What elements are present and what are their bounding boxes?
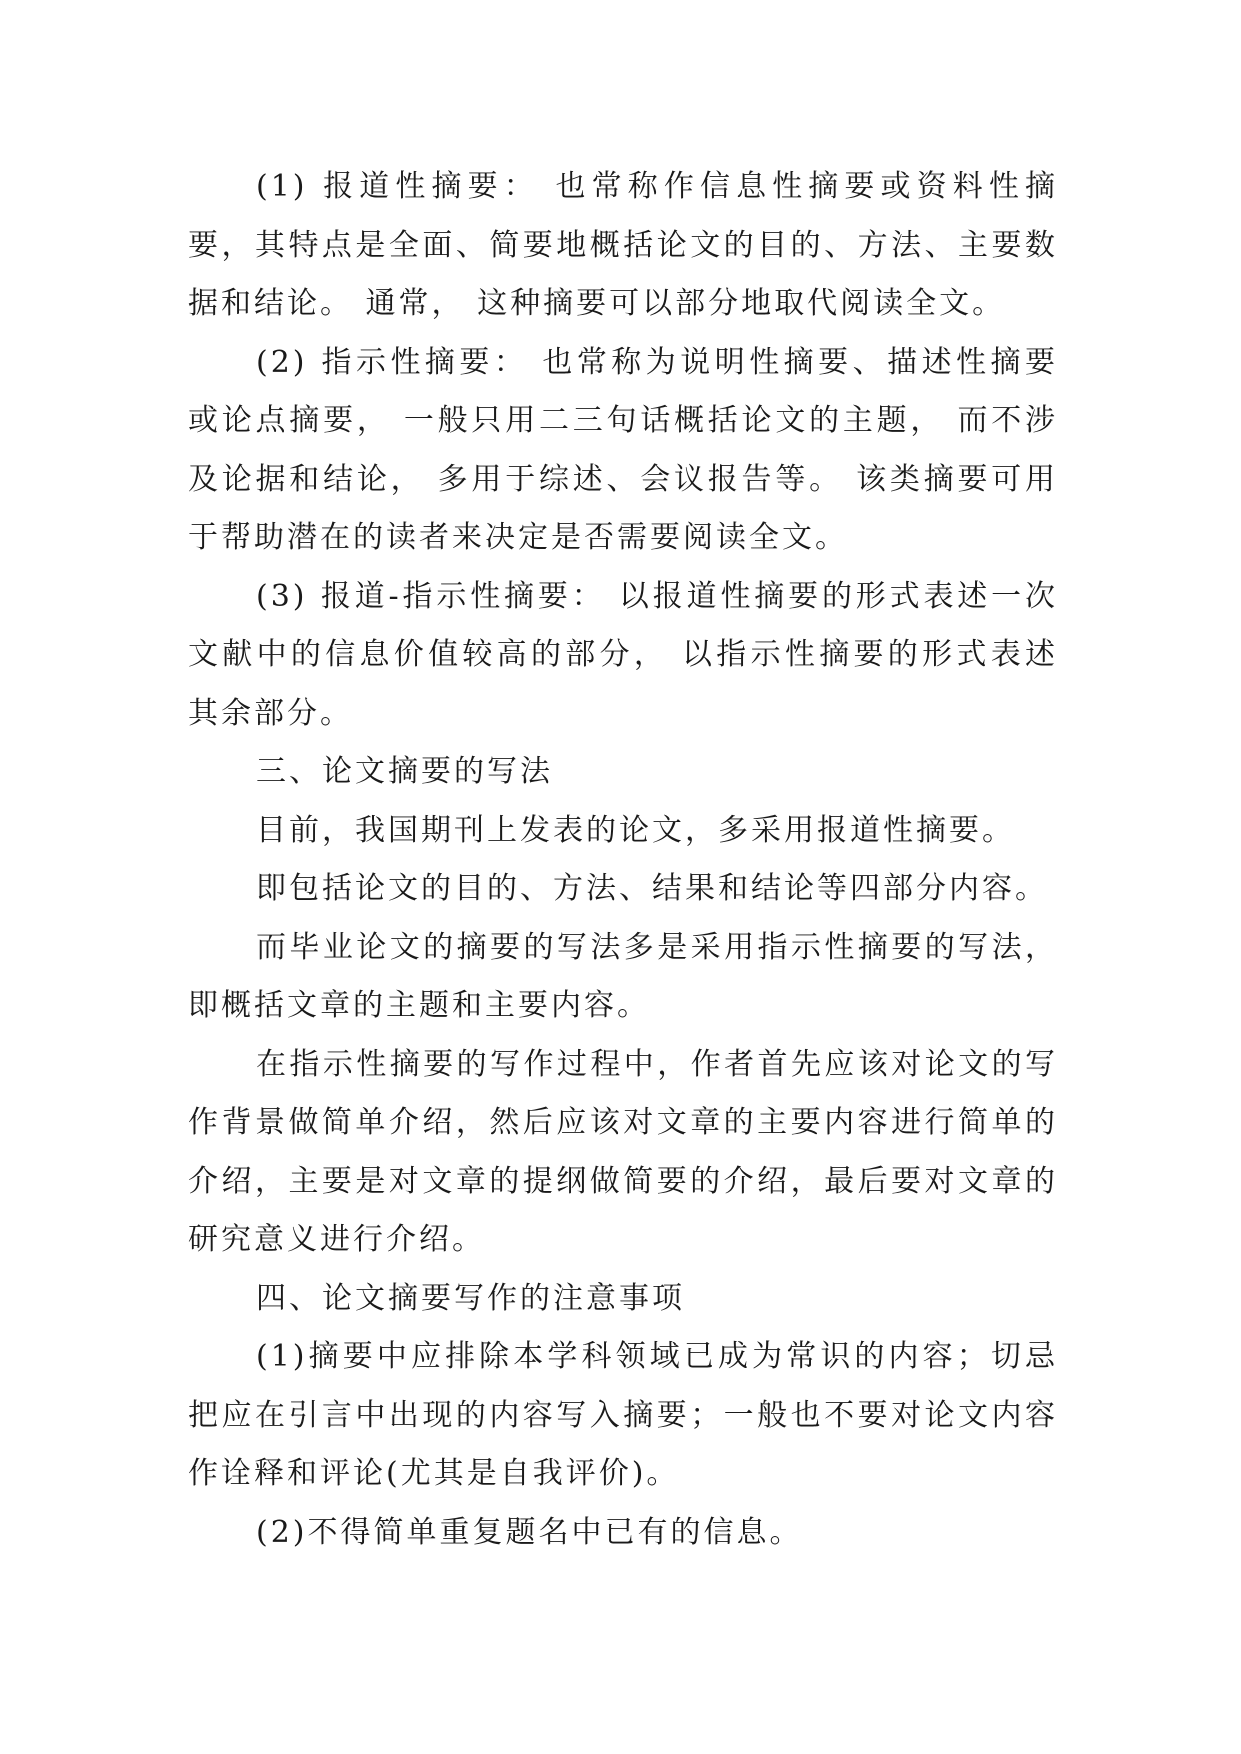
paragraph-informative-abstract: (1) 报道性摘要： 也常称作信息性摘要或资料性摘要，其特点是全面、简要地概括论文的目的、方法、主要数据和结论。 通常， 这种摘要可以部分地取代阅读全文。	[188, 169, 1058, 321]
paragraph-note-1: (1)摘要中应排除本学科领域已成为常识的内容；切忌把应在引言中出现的内容写入摘要；一般也不要对论文内容作诠释和评论(尤其是自我评价)。	[188, 1339, 1058, 1491]
paragraph-four-parts: 即包括论文的目的、方法、结果和结论等四部分内容。	[256, 871, 1048, 906]
paragraph-note-2: (2)不得简单重复题名中已有的信息。	[256, 1514, 803, 1550]
section-heading-notes: 四、论文摘要写作的注意事项	[256, 1280, 685, 1316]
section-heading-writing-method: 三、论文摘要的写法	[256, 754, 553, 789]
paragraph-informative-indicative-abstract: (3) 报道-指示性摘要： 以报道性摘要的形式表述一次文献中的信息价值较高的部分， 以指示性摘要的形式表述其余部分。	[188, 578, 1058, 731]
document-body	[188, 158, 1058, 1562]
paragraph-thesis-abstract: 而毕业论文的摘要的写法多是采用指示性摘要的写法，即概括文章的主题和主要内容。	[188, 929, 1058, 1023]
paragraph-writing-process: 在指示性摘要的写作过程中，作者首先应该对论文的写作背景做简单介绍，然后应该对文章的主要内容进行简单的介绍，主要是对文章的提纲做简要的介绍，最后要对文章的研究意义进行介绍。	[188, 1046, 1058, 1257]
paragraph-journal-practice: 目前，我国期刊上发表的论文，多采用报道性摘要。	[256, 812, 1015, 848]
paragraph-indicative-abstract: (2) 指示性摘要： 也常称为说明性摘要、描述性摘要或论点摘要， 一般只用二三句话概括论文的主题， 而不涉及论据和结论， 多用于综述、会议报告等。 该类摘要可用于帮助潜在的读者来决定是否需要阅读全文。	[188, 344, 1058, 555]
